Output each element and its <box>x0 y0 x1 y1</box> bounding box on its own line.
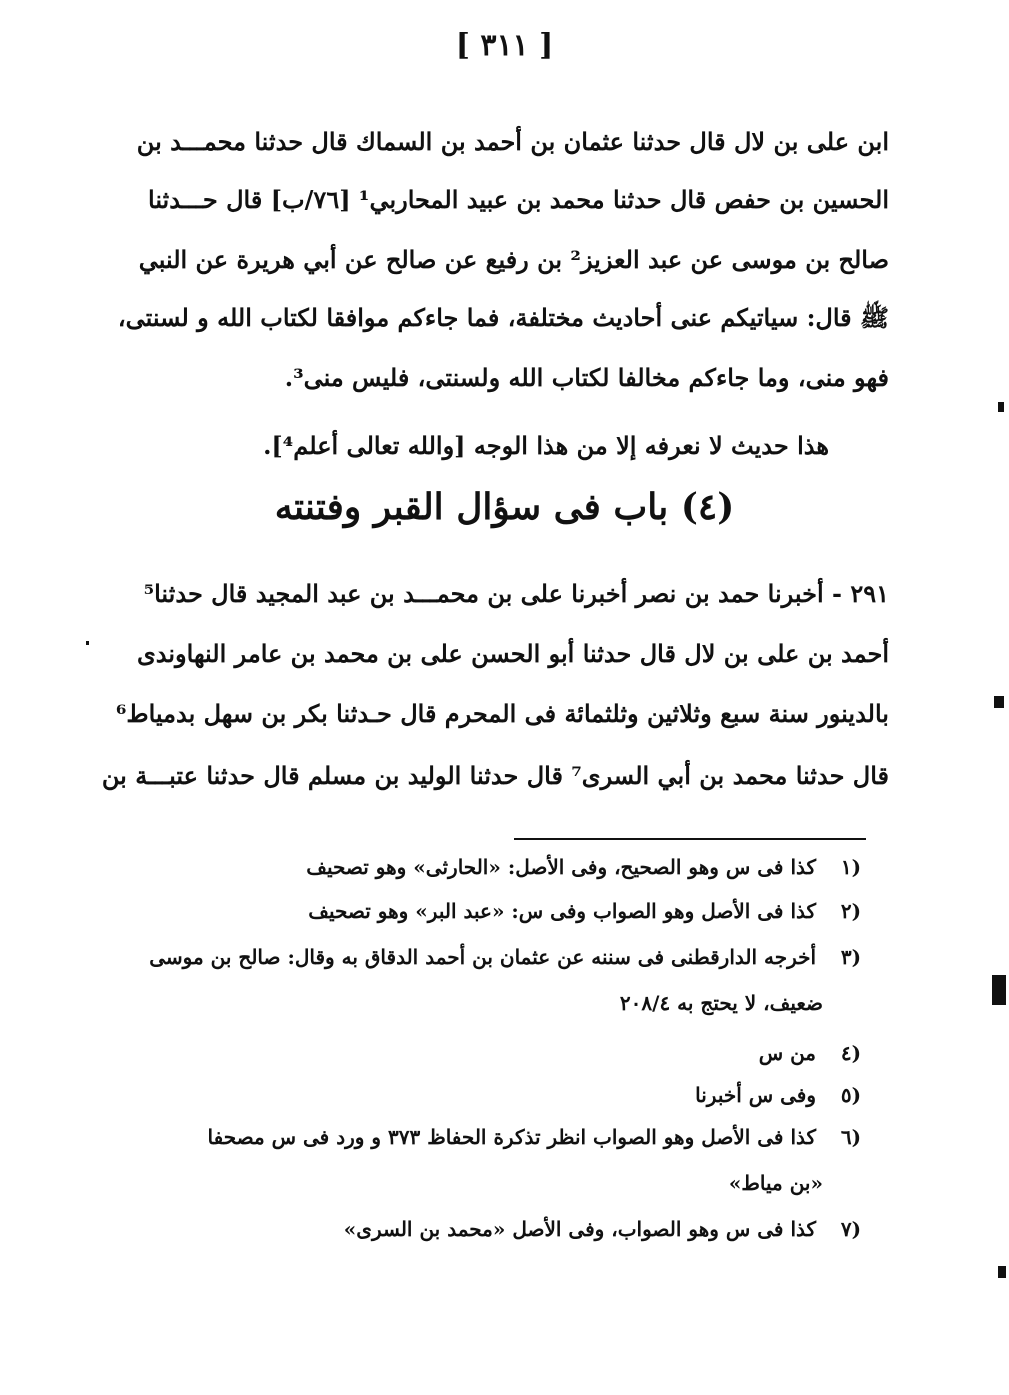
footnote-number: (٣ <box>840 945 862 969</box>
footnote <box>308 894 879 928</box>
footnote-continuation: ضعيف، لا يحتج به ٢٠٨/٤ <box>619 991 823 1015</box>
footnote-number: (٥ <box>840 1083 862 1107</box>
footnote <box>149 940 879 974</box>
footnote <box>695 1078 879 1112</box>
body-line: صالح بن موسى عن عبد العزيز² بن رفيع عن صالح عن أبي هريرة عن النبي <box>138 245 889 274</box>
body-line: أحمد بن على بن لال قال حدثنا أبو الحسن على بن محمد بن عامر النهاوندى <box>136 639 889 668</box>
scan-mark <box>86 641 89 645</box>
body-line-last: فهو منى، وما جاءكم مخالفا لكتاب الله ولسنتى، فليس منى³. <box>284 363 889 392</box>
footnote-text: من س <box>758 1041 817 1065</box>
footnote-number: (٤ <box>840 1041 862 1065</box>
footnote-text: كذا فى س وهو الصحيح، وفى الأصل: «الحارثى» وهو تصحيف <box>306 855 817 879</box>
body-line: بالدينور سنة سبع وثلاثين وثلثمائة فى المحرم قال حـدثنا بكر بن سهل بدمياط⁶ <box>115 699 889 728</box>
scan-mark <box>992 975 1006 1005</box>
footnote-number: (٦ <box>840 1125 862 1149</box>
footnote-text: كذا فى س وهو الصواب، وفى الأصل «محمد بن السرى» <box>343 1217 817 1241</box>
footnote-text: وفى س أخبرنا <box>695 1083 817 1107</box>
body-line: ابن على بن لال قال حدثنا عثمان بن أحمد بن السماك قال حدثنا محمـــد بن <box>136 127 889 156</box>
footnote-number: (٢ <box>840 899 862 923</box>
page-number: [ ٣١١ ] <box>455 28 554 63</box>
body-line: الحسين بن حفص قال حدثنا محمد بن عبيد المحاربي¹ [٧٦/ب] قال حـــدثنا <box>148 185 889 214</box>
footnote-text: أخرجه الدارقطنى فى سننه عن عثمان بن أحمد الدقاق به وقال: صالح بن موسى <box>149 945 817 969</box>
footnote-text: كذا فى الأصل وهو الصواب وفى س: «عبد البر» وهو تصحيف <box>308 899 817 923</box>
scan-mark <box>998 402 1004 412</box>
footnote <box>344 1212 879 1246</box>
body-line: قال حدثنا محمد بن أبي السرى⁷ قال حدثنا الوليد بن مسلم قال حدثنا عتبـــة بن <box>101 761 889 790</box>
footnote <box>306 850 879 884</box>
body-line: ﷺ قال: سياتيكم عنى أحاديث مختلفة، فما جاءكم موافقا لكتاب الله و لسنتى، <box>117 303 889 332</box>
scan-mark <box>998 1266 1006 1278</box>
body-line: ٢٩١ - أخبرنا حمد بن نصر أخبرنا على بن محمـــد بن عبد المجيد قال حدثنا⁵ <box>143 579 889 608</box>
hadith-note: هذا حديث لا نعرفه إلا من هذا الوجه [والله تعالى أعلم⁴]. <box>263 431 829 460</box>
footnote <box>759 1036 879 1070</box>
footnote-separator <box>514 838 866 840</box>
footnote-continuation: «بن مياط» <box>728 1171 823 1195</box>
footnote-text: كذا فى الأصل وهو الصواب انظر تذكرة الحفاظ ٣٧٣ و ورد فى س مصحفا <box>207 1125 817 1149</box>
footnote <box>207 1120 879 1154</box>
footnote-number: (١ <box>840 855 862 879</box>
chapter-heading: (٤) باب فى سؤال القبر وفتنته <box>274 486 735 528</box>
footnote-number: (٧ <box>840 1217 862 1241</box>
scan-mark <box>994 696 1004 708</box>
